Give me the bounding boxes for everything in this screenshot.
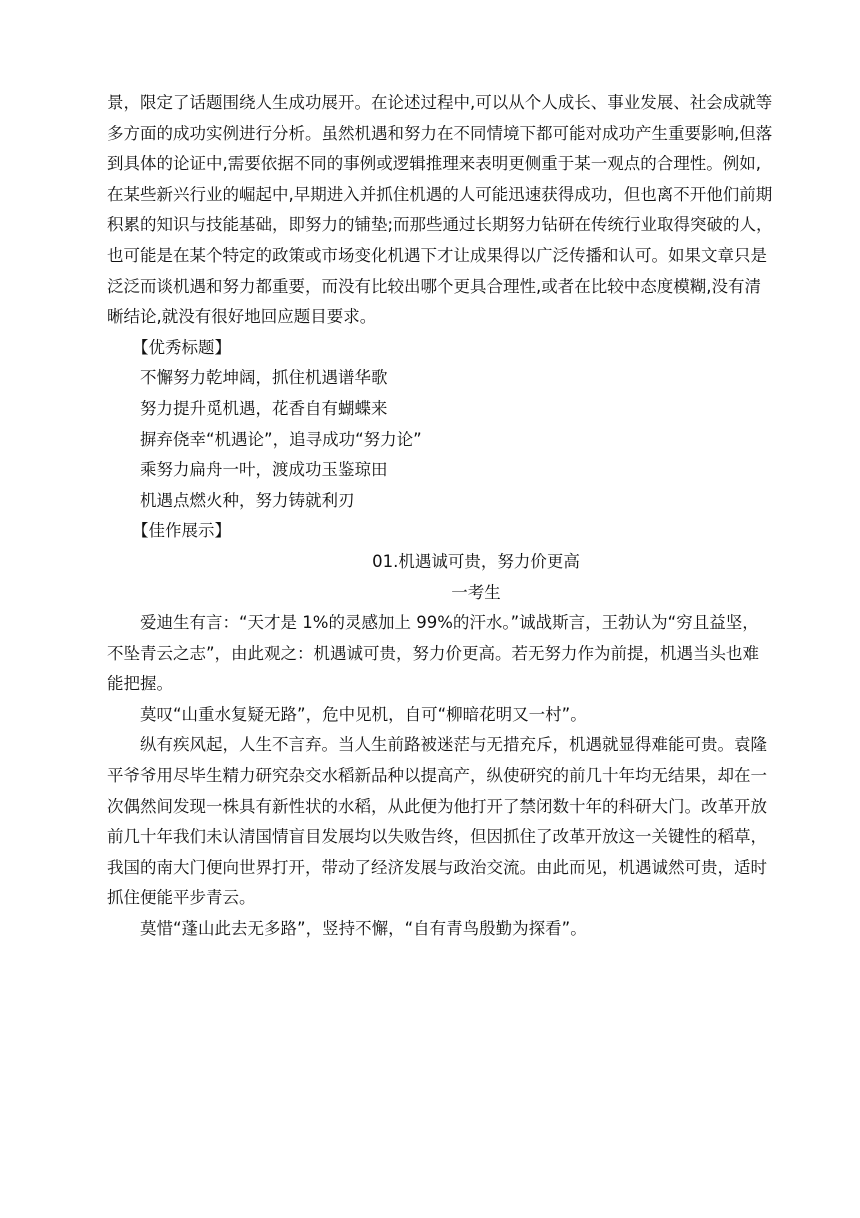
title-item: 摒弃侥幸“机遇论”，追寻成功“努力论” (140, 429, 422, 449)
title-item: 机遇点燃火种，努力铸就利刃 (140, 490, 355, 510)
essay-author: 一考生 (451, 582, 501, 602)
excellent-titles-list (107, 363, 773, 516)
excellent-titles-heading: 【优秀标题】 (132, 337, 231, 357)
document-page (107, 88, 773, 945)
essay-title: 01.机遇诚可贵，努力价更高 (372, 551, 580, 571)
title-item: 努力提升觅机遇，花香自有蝴蝶来 (140, 398, 388, 418)
intro-paragraph: 景，限定了话题围绕人生成功展开。在论述过程中,可以从个人成长、事业发展、社会成就等多方面的成功实例进行分析。虽然机遇和努力在不同情境下都可能对成功产生重要影响,但落到具体的论证中,需要依据不同的事例或逻辑推理来表明更侧重于某一观点的合理性。例如,在某些新兴行业的崛起中,早期进入并抓住机遇的人可能迅速获得成功，但也离不开他们前期积累的知识与技能基础，即努力的铺垫;而那些通过长期努力钻研在传统行业取得突破的人，也可能是在某个特定的政策或市场变化机遇下才让成果得以广泛传播和认可。如果文章只是泛泛而谈机遇和努力都重要，而没有比较出哪个更具合理性,或者在比较中态度模糊,没有清晰结论,就没有很好地回应题目要求。 (107, 93, 773, 327)
showcase-heading: 【佳作展示】 (132, 521, 231, 541)
essay-paragraph: 莫叹“山重水复疑无路”，危中见机，自可“柳暗花明又一村”。 (140, 704, 587, 724)
essay-paragraph: 爱迪生有言：“天才是 1%的灵感加上 99%的汗水。”诚战斯言，王勃认为“穷且益坚，不坠青云之志”，由此观之：机遇诚可贵，努力价更高。若无努力作为前提，机遇当头也难能把握。 (107, 613, 760, 694)
title-item: 不懈努力乾坤阔，抓住机遇谱华歌 (140, 368, 388, 388)
essay-paragraph: 纵有疾风起，人生不言弃。当人生前路被迷茫与无措充斥，机遇就显得难能可贵。袁隆平爷爷用尽毕生精力研究杂交水稻新品种以提高产，纵使研究的前几十年均无结果，却在一次偶然间发现一株具有新性状的水稻，从此便为他打开了禁闭数十年的科研大门。改革开放前几十年我们未认清国情盲目发展均以失败告终，但因抓住了改革开放这一关键性的稻草，我国的南大门便向世界打开，带动了经济发展与政治交流。由此而见，机遇诚然可贵，适时抓住便能平步青云。 (107, 735, 767, 908)
title-item: 乘努力扁舟一叶，渡成功玉鉴琼田 (140, 460, 388, 480)
essay-paragraph: 莫惜“蓬山此去无多路”，竖持不懈，“自有青鸟殷勤为探看”。 (140, 919, 587, 939)
